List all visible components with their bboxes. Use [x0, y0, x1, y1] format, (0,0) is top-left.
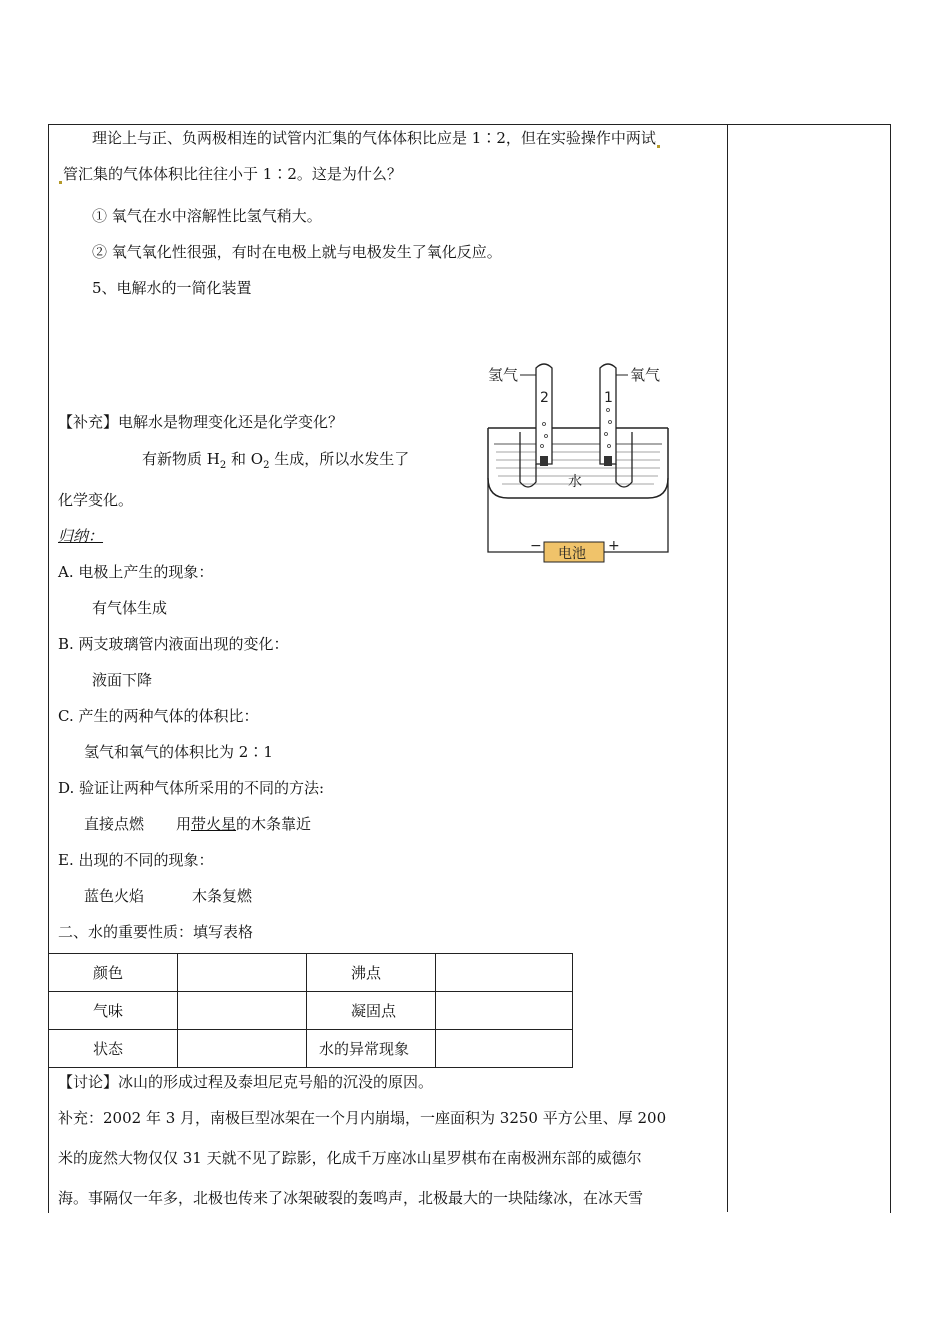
table-cell: 颜色: [49, 954, 178, 992]
summary-heading: 归纳：: [58, 527, 104, 545]
battery-label: 电池: [558, 546, 586, 562]
item-b: B. 两支玻璃管内液面出现的变化：: [58, 635, 289, 653]
supplement-question: 【补充】电解水是物理变化还是化学变化？: [58, 413, 344, 431]
item-a-answer: 有气体生成: [92, 599, 168, 617]
item-e-answer-2: 木条复燃: [192, 887, 253, 905]
table-cell: 沸点: [307, 954, 436, 992]
table-cell-input[interactable]: [178, 992, 307, 1030]
supplement-answer: 有新物质 $H_2$ 和 $O_2$ 生成，所以水发生了: [142, 450, 410, 471]
item-d: D. 验证让两种气体所采用的不同的方法:: [58, 779, 325, 797]
negative-sign: −: [530, 538, 542, 554]
table-cell-input[interactable]: [178, 954, 307, 992]
discussion: 【讨论】冰山的形成过程及泰坦尼克号船的沉没的原因。: [58, 1073, 434, 1091]
item-b-answer: 液面下降: [92, 671, 153, 689]
section-2-heading: 二、水的重要性质：填写表格: [58, 923, 254, 941]
paragraph-line-1: 补充：2002 年 3 月，南极巨型冰架在一个月内崩塌，一座面积为 3250 平方公里、厚 200: [58, 1109, 667, 1127]
item-d-answer-1: 直接点燃: [84, 815, 145, 833]
table-cell-input[interactable]: [436, 992, 573, 1030]
hydrogen-label: 氢气: [488, 366, 519, 384]
item-e-answer-1: 蓝色火焰: [84, 887, 145, 905]
reason-2: ② 氧气氧化性很强，有时在电极上就与电极发生了氧化反应。: [92, 243, 502, 261]
tube-1-label: 1: [604, 390, 613, 406]
column-divider: [727, 124, 728, 1212]
positive-sign: +: [608, 538, 620, 554]
table-row: [49, 954, 573, 992]
table-row: [49, 992, 573, 1030]
item-c-answer: 氢气和氧气的体积比为 2∶1: [84, 743, 273, 761]
item-e: E. 出现的不同的现象：: [58, 851, 214, 869]
text-line-2: 管汇集的气体体积比往往小于 1∶2。这是为什么？: [58, 164, 402, 184]
table-cell: 状态: [49, 1030, 178, 1068]
item-c: C. 产生的两种气体的体积比：: [58, 707, 259, 725]
supplement-answer-cont: 化学变化。: [58, 491, 134, 509]
water-label: 水: [568, 474, 582, 490]
electrolysis-diagram: [484, 352, 674, 572]
table-cell-input[interactable]: [178, 1030, 307, 1068]
table-cell-input[interactable]: [436, 1030, 573, 1068]
device-heading: 5、电解水的一简化装置: [92, 279, 252, 297]
reason-1: ① 氧气在水中溶解性比氢气稍大。: [92, 207, 322, 225]
paragraph-line-2: 米的庞然大物仅仅 31 天就不见了踪影，化成千万座冰山星罗棋布在南极洲东部的威德尔: [58, 1149, 642, 1167]
table-cell: 凝固点: [307, 992, 436, 1030]
text-line-1: 理论上与正、负两极相连的试管内汇集的气体体积比应是 1∶2，但在实验操作中两试: [92, 128, 661, 148]
water-properties-table: [48, 953, 573, 1068]
table-cell: 水的异常现象: [307, 1030, 436, 1068]
table-row: [49, 1030, 573, 1068]
paragraph-line-3: 海。事隔仅一年多，北极也传来了冰架破裂的轰鸣声，北极最大的一块陆缘冰，在冰天雪: [58, 1189, 644, 1207]
oxygen-label: 氧气: [630, 366, 661, 384]
table-cell-input[interactable]: [436, 954, 573, 992]
item-d-answer-2: 用带火星的木条靠近: [176, 815, 312, 833]
item-a: A. 电极上产生的现象：: [58, 563, 214, 581]
tube-2-label: 2: [540, 390, 549, 406]
table-cell: 气味: [49, 992, 178, 1030]
